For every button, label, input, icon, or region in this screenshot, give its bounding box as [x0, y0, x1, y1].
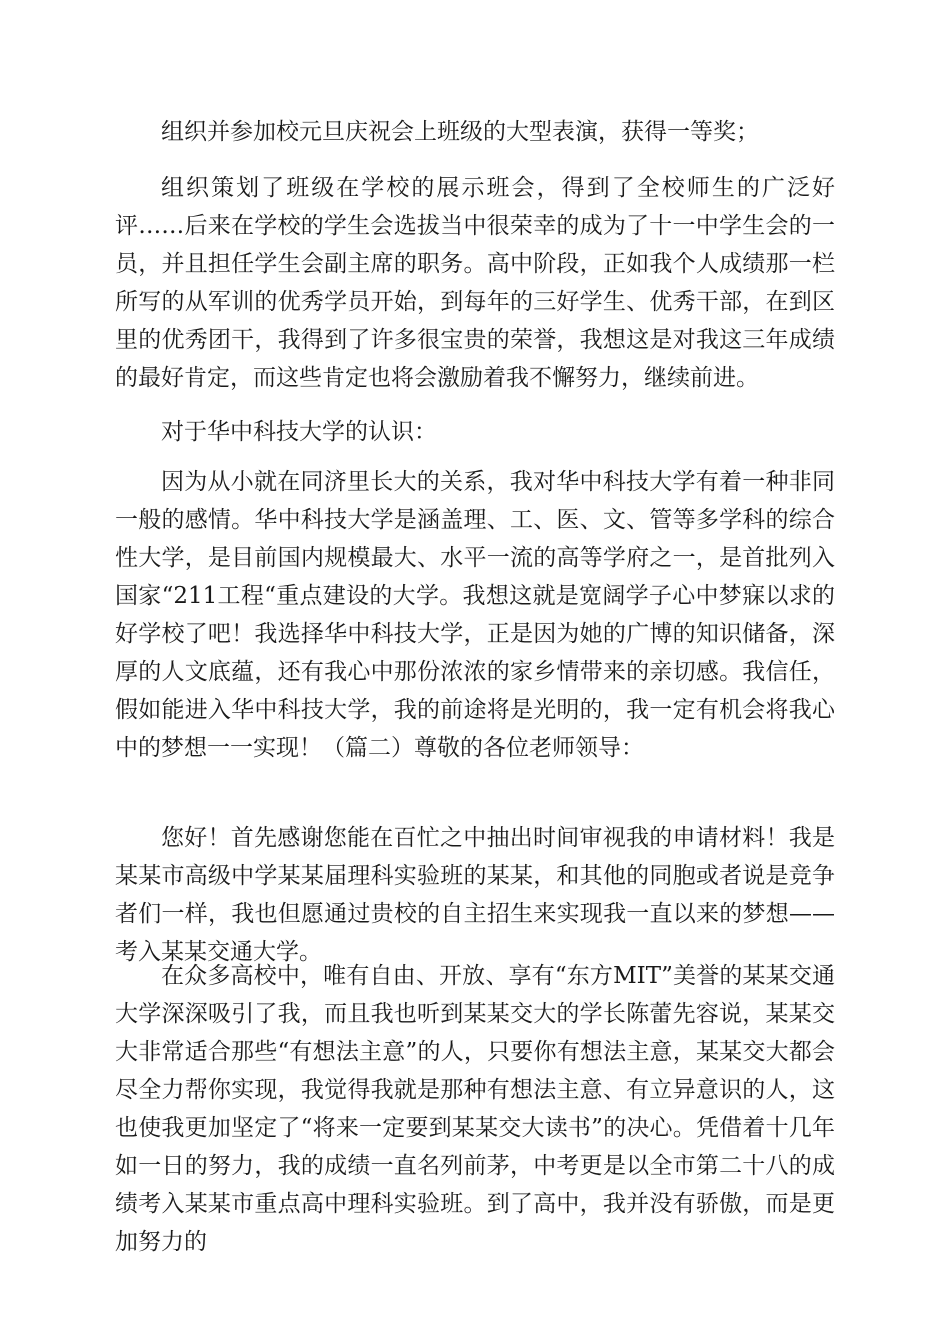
paragraph-student-union: [115, 169, 835, 397]
paragraph-hust-understanding: [115, 463, 835, 767]
paragraph-performance-award: [115, 113, 835, 151]
paragraph-text: 组织策划了班级在学校的展示班会，得到了全校师生的广泛好评……后来在学校的学生会选拔当中很荣幸的成为了十一中学生会的一员，并且担任学生会副主席的职务。高中阶段，正如我个人成绩那一栏所写的从军训的优秀学员开始，到每年的三好学生、优秀干部，在到区里的优秀团干，我得到了许多很宝贵的荣誉，我想这是对我这三年成绩的最好肯定，而这些肯定也将会激励着我不懈努力，继续前进。: [115, 175, 835, 391]
paragraph-jiaotong: [115, 957, 835, 1261]
paragraph-text: 您好！首先感谢您能在百忙之中抽出时间审视我的申请材料！我是某某市高级中学某某届理科实验班的某某，和其他的同胞或者说是竞争者们一样，我也但愿通过贵校的自主招生来实现我一直以来的梦想——考入某某交通大学。: [115, 825, 835, 965]
paragraph-greeting: [115, 819, 835, 971]
paragraph-text: 因为从小就在同济里长大的关系，我对华中科技大学有着一种非同一般的感情。华中科技大学是涵盖理、工、医、文、管等多学科的综合性大学，是目前国内规模最大、水平一流的高等学府之一，是首批列入国家“211工程“重点建设的大学。我想这就是宽阔学子心中梦寐以求的好学校了吧！我选择华中科技大学，正是因为她的广博的知识储备，深厚的人文底蕴，还有我心中那份浓浓的家乡情带来的亲切感。我信任，假如能进入华中科技大学，我的前途将是光明的，我一定有机会将我心中的梦想一一实现！（篇二）尊敬的各位老师领导：: [115, 469, 835, 761]
paragraph-text: 组织并参加校元旦庆祝会上班级的大型表演，获得一等奖；: [161, 119, 759, 145]
paragraph-heading-hust: [115, 413, 835, 451]
paragraph-text: 对于华中科技大学的认识：: [161, 419, 437, 445]
paragraph-text: 在众多高校中，唯有自由、开放、享有“东方MIT”美誉的某某交通大学深深吸引了我，而且我也听到某某交大的学长陈蕾先容说，某某交大非常适合那些“有想法主意”的人，只要你有想法主意，某某交大都会尽全力帮你实现，我觉得我就是那种有想法主意、有立异意识的人，这也使我更加坚定了“将来一定要到某某交大读书”的决心。凭借着十几年如一日的努力，我的成绩一直名列前茅，中考更是以全市第二十八的成绩考入某某市重点高中理科实验班。到了高中，我并没有骄傲，而是更加努力的: [115, 963, 835, 1255]
